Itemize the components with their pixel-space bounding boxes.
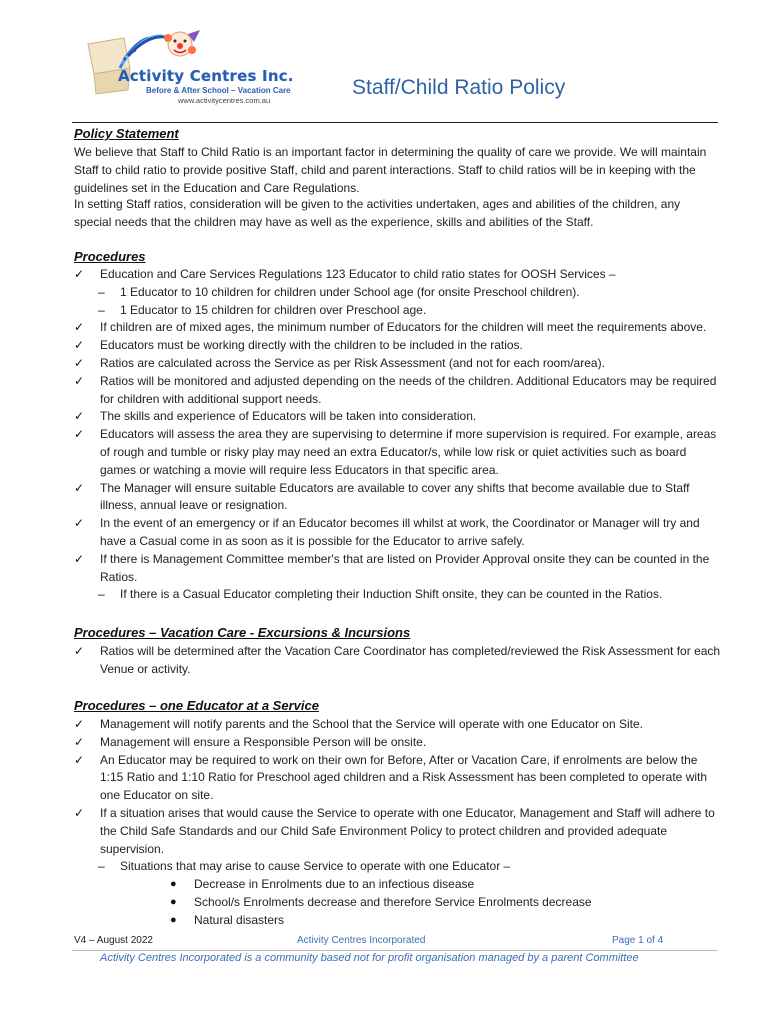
footer-page-number: Page 1 of 4 — [612, 935, 664, 946]
dash-icon: – — [98, 284, 105, 299]
logo-subtitle: Before & After School – Vacation Care — [146, 86, 291, 95]
checkmark-icon: ✓ — [74, 320, 85, 335]
list-item — [74, 643, 724, 679]
list-item — [74, 284, 724, 302]
checkmark-icon: ✓ — [74, 805, 85, 820]
list-item — [74, 551, 724, 587]
footer-divider — [72, 950, 718, 951]
list-item-text: Ratios will be determined after the Vacation Care Coordinator has completed/reviewed the Risk Assessment for each Venue or activity. — [100, 644, 721, 676]
list-item-text: Ratios are calculated across the Service as per Risk Assessment (and not for each room/area). — [100, 355, 605, 370]
checkmark-icon: ✓ — [74, 373, 85, 388]
dash-icon: – — [98, 859, 105, 874]
list-item-text: Educators will assess the area they are supervising to determine if more supervision is required. For example, areas of rough and tumble or risky play may need an extra Educator/s, while low risk or quiet activities such as board games or watching a movie will require less Educators in that specific area. — [100, 427, 717, 477]
list-item-text: Situations that may arise to cause Service to operate with one Educator – — [120, 859, 511, 874]
list-item-text: Management will notify parents and the School that the Service will operate with one Educator on Site. — [100, 717, 643, 731]
list-item — [74, 752, 724, 805]
list-item — [74, 319, 724, 337]
vacation-care-heading: Procedures – Vacation Care - Excursions & Incursions — [74, 625, 411, 640]
list-item-text: 1 Educator to 15 children for children over Preschool age. — [120, 302, 427, 317]
list-item-text: If children are of mixed ages, the minimum number of Educators for the children will meet the requirements above. — [100, 320, 707, 335]
list-item — [74, 515, 724, 551]
list-item-text: School/s Enrolments decrease and therefore Service Enrolments decrease — [194, 894, 592, 909]
list-item-text: If a situation arises that would cause the Service to operate with one Educator, Management and Staff will adhere to the Child Safe Standards and our Child Safe Environment Policy to protect children and provided adequate supervision. — [100, 805, 715, 856]
checkmark-icon: ✓ — [74, 355, 85, 370]
checkmark-icon: ✓ — [74, 480, 85, 495]
footer-organisation: Activity Centres Incorporated — [297, 935, 426, 946]
list-item — [74, 912, 724, 930]
list-item — [74, 426, 724, 479]
list-item — [74, 302, 724, 320]
list-item-text: An Educator may be required to work on their own for Before, After or Vacation Care, if enrolments are below the 1:15 Ratio and 1:10 Ratio for Preschool aged children and a Risk Assessment has been completed to operate with one Educator on site. — [100, 752, 708, 803]
list-item — [74, 586, 724, 604]
list-item-text: Educators must be working directly with the children to be included in the ratios. — [100, 338, 523, 353]
bullet-icon: ● — [170, 895, 177, 908]
page-title: Staff/Child Ratio Policy — [352, 76, 566, 99]
list-item-text: The skills and experience of Educators will be taken into consideration. — [100, 409, 477, 424]
bullet-icon: ● — [170, 913, 177, 926]
list-item — [74, 408, 724, 426]
list-item — [74, 337, 724, 355]
checkmark-icon: ✓ — [74, 644, 85, 658]
checkmark-icon: ✓ — [74, 734, 85, 749]
title-divider — [72, 122, 718, 123]
list-item — [74, 716, 724, 734]
procedures-heading: Procedures — [74, 249, 146, 264]
policy-statement-heading: Policy Statement — [74, 126, 179, 141]
list-item — [74, 373, 724, 409]
dash-icon: – — [98, 587, 105, 602]
list-item — [74, 266, 724, 284]
list-item — [74, 876, 724, 894]
logo-title: Activity Centres Inc. — [118, 67, 294, 85]
policy-paragraph-2: In setting Staff ratios, consideration will be given to the activities undertaken, ages and abilities of the children, any special needs that the children may have as well as the experience, skills and abilities of the Staff. — [74, 197, 681, 229]
checkmark-icon: ✓ — [74, 338, 85, 353]
dash-icon: – — [98, 302, 105, 317]
list-item-text: 1 Educator to 10 children for children under School age (for onsite Preschool children). — [120, 284, 580, 299]
checkmark-icon: ✓ — [74, 717, 85, 731]
bullet-icon: ● — [170, 878, 177, 891]
list-item — [74, 805, 724, 858]
one-educator-heading: Procedures – one Educator at a Service — [74, 698, 319, 713]
list-item-text: If there is a Casual Educator completing their Induction Shift onsite, they can be counted in the Ratios. — [120, 587, 663, 602]
list-item-text: Decrease in Enrolments due to an infectious disease — [194, 877, 475, 892]
list-item-text: The Manager will ensure suitable Educators are available to cover any shifts that become available due to Staff illness, annual leave or resignation. — [100, 480, 690, 513]
list-item-text: Education and Care Services Regulations 123 Educator to child ratio states for OOSH Services – — [100, 267, 616, 281]
list-item-text: Natural disasters — [194, 912, 285, 927]
list-item — [74, 894, 724, 912]
list-item — [74, 734, 724, 752]
checkmark-icon: ✓ — [74, 267, 85, 281]
checkmark-icon: ✓ — [74, 516, 85, 531]
list-item — [74, 480, 724, 516]
list-item — [74, 858, 724, 876]
vacation-care-list — [74, 643, 724, 679]
procedures-list — [74, 266, 724, 604]
one-educator-list — [74, 716, 724, 930]
footer-tagline: Activity Centres Incorporated is a community based not for profit organisation managed by a parent Committee — [100, 952, 639, 964]
checkmark-icon: ✓ — [74, 409, 85, 424]
checkmark-icon: ✓ — [74, 752, 85, 767]
checkmark-icon: ✓ — [74, 551, 85, 566]
list-item-text: If there is Management Committee member's that are listed on Provider Approval onsite they can be counted in the Ratios. — [100, 551, 710, 584]
list-item — [74, 355, 724, 373]
policy-paragraph-1: We believe that Staff to Child Ratio is an important factor in determining the quality of care we provide. We will maintain Staff to child ratio to provide positive Staff, child and parent interactions. Staff to child ratios will be in keeping with the guidelines set in the Education and Care Regulations. — [74, 145, 707, 195]
list-item-text: Ratios will be monitored and adjusted depending on the needs of the children. Additional Educators may be required for children with additional support needs. — [100, 373, 717, 406]
list-item-text: In the event of an emergency or if an Educator becomes ill whilst at work, the Coordinator or Manager will try and have a Casual come in as soon as it is possible for the Educator to arrive safely. — [100, 516, 700, 548]
checkmark-icon: ✓ — [74, 427, 85, 442]
logo-url: www.activitycentres.com.au — [178, 96, 271, 105]
footer-version: V4 – August 2022 — [74, 935, 153, 946]
list-item-text: Management will ensure a Responsible Person will be onsite. — [100, 734, 427, 749]
